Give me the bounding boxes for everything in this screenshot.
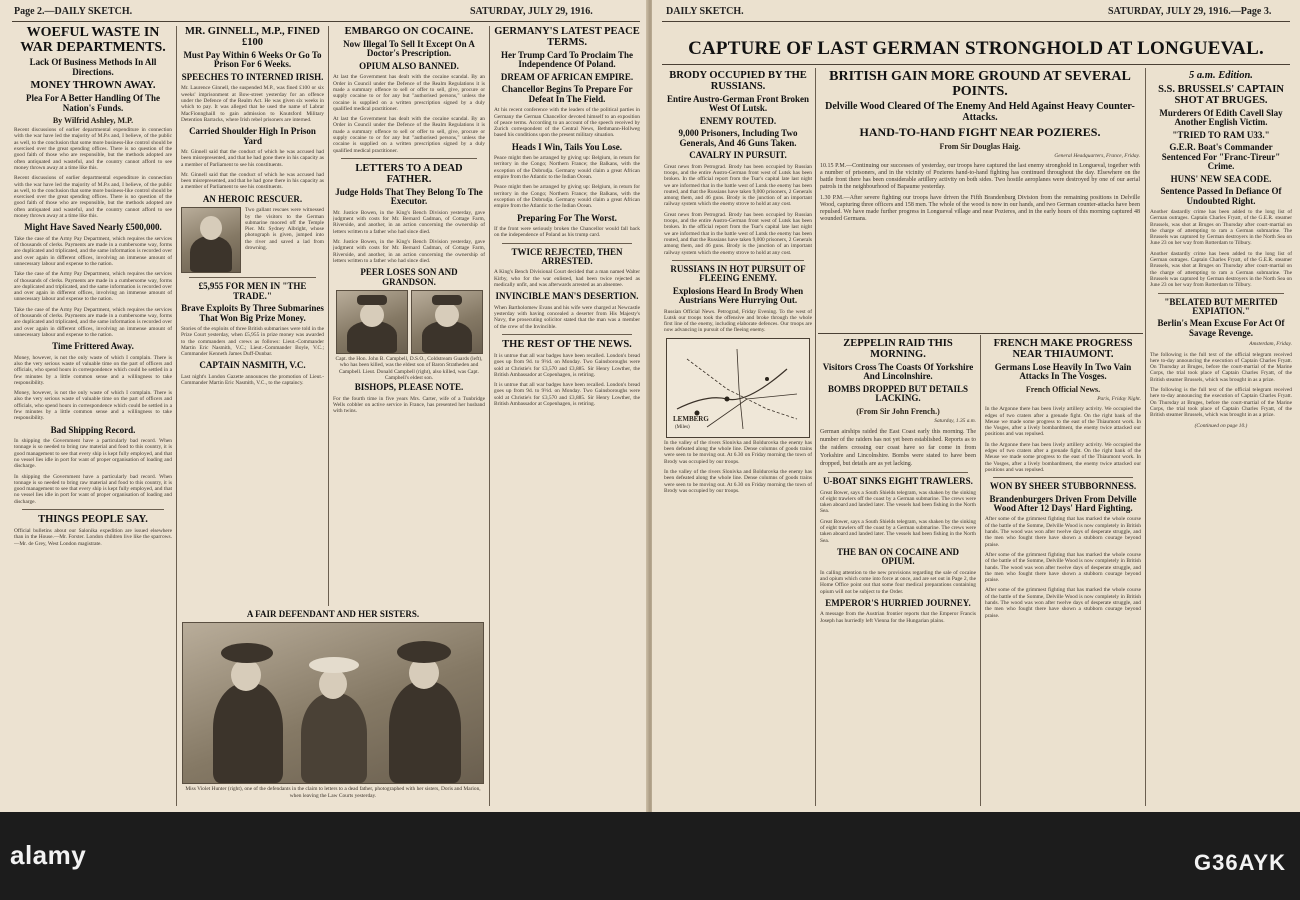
body-text: For the fourth time in five years Mrs. Carter, wife of a Tunbridge Wells cobbler on active service in France, has presented her husband with twins.: [333, 395, 485, 415]
body-text: At last the Government has dealt with the cocaine scandal. By an Order in Council under the Defence of the Realm Regulations it is made a summary offence to sell or offer to sell, give, procure or supply cocaine to or for any but "authorised persons," unless the cocaine is supplied on a written prescription signed by a duly qualified medical practitioner.: [333, 116, 485, 154]
left-top-rule: [12, 21, 640, 22]
article-ginnell: [181, 26, 324, 606]
body-text: In the Argonne there has been lively artillery activity. We occupied the edges of two craters after a grenade fight. On the right bank of the Meuse we made some progress to the east of the Thiaumont work. In the Vosges, after a lively bombardment, the enemy twice attacked our positions and was repulsed.: [985, 406, 1141, 438]
deck: Judge Holds That They Belong To The Executor.: [335, 186, 483, 207]
deck: 9,000 Prisoners, Including Two Generals, And 46 Guns Taken.: [678, 128, 798, 148]
deck: G.E.R. Boat's Commander Sentenced For "Franc-Tireur" Crime.: [1161, 142, 1281, 172]
headline: £5,955 FOR MEN IN "THE TRADE.": [198, 281, 307, 301]
subhead: BISHOPS, PLEASE NOTE.: [354, 382, 464, 393]
body-text: In shipping the Government have a particularly bad record. When tonnage is so needed to bring raw material and food to this country, it is good management to see that every ship is kept fully employed, and that no vessel lies idle in port for want of proper organisation of loading and discharge.: [14, 438, 172, 470]
dateline: Paris, Friday Night.: [1097, 395, 1141, 402]
headline: ZEPPELIN RAID THIS MORNING.: [843, 338, 953, 361]
body-text: Take the case of the Army Pay Department, which requires the services of thousands of clerks. Payments are made in a cumbersome way, forms are duplicated and triplicated, and the same information is recorded over and over again in different offices, involving an immense amount of unnecessary labour and expense to the nation.: [14, 271, 172, 303]
body-text: Money, however, is not the only waste of which I complain. There is also the very serious waste of valuable time on the part of officers and officials, who spend hours in correspondence which could be settled in a few minutes by a little common sense and a willingness to take responsibility.: [14, 390, 172, 422]
body-text: When Bartholomew Evans and his wife were charged at Newcastle yesterday with having concealed a deserter from His Majesty's Navy, the prosecuting solicitor stated that the man was a member of the crew of the Invincible.: [494, 304, 640, 330]
continued-note: (Continued on page 10.): [1194, 422, 1248, 429]
headline: RUSSIANS IN HOT PURSUIT OF FLEEING ENEMY.: [670, 263, 806, 284]
body-text: Great news from Petrograd. Brody has been occupied by Russian troops, and the entire Austro-German front west of Lutsk has been broken. In the official report from the Tsar's capital late last night we are informed that in the battle west of Lutsk the enemy has been routed, and that the Russians have taken 9,000 prisoners, 2 Generals among them, and 46 guns. Brody is the junction of an important railway system which the enemy strove to hold at any cost.: [664, 163, 812, 208]
body-text: Mr. Justice Bowen, in the King's Bench Division yesterday, gave judgment with costs for Mr. Bernard Cadman, of Cottage Farm, Riverside, and another, in an action concerning the ownership of letters written to a father who had since died.: [333, 238, 485, 264]
subhead: AN HEROIC RESCUER.: [202, 193, 303, 204]
section-rule: [818, 333, 1143, 334]
separator: [993, 477, 1133, 478]
byline: From Sir Douglas Haig.: [939, 141, 1021, 151]
deck: Plea For A Better Handling Of The Nation's Funds.: [25, 93, 160, 113]
body-text: In calling attention to the new provisions regarding the sale of cocaine and opium which come into force at once, and are set out in Page 2, the Home Office point out that some four medical preparations containing opium will not be subject to the Order.: [820, 569, 976, 595]
deck: "TRIED TO RAM U33.": [1172, 129, 1270, 140]
deck: Entire Austro-German Front Broken West Of Lutsk.: [666, 94, 810, 114]
headline: BRITISH GAIN MORE GROUND AT SEVERAL POINTS.: [829, 70, 1131, 99]
headline: THE REST OF THE NEWS.: [502, 338, 632, 350]
col-rule: [328, 26, 329, 606]
edition-label: 5 a.m. Edition.: [1189, 70, 1253, 81]
map-label: LEMBERG: [673, 414, 709, 423]
deck: Lack Of Business Methods In All Directions.: [29, 57, 157, 77]
body-text: The following is the full text of the official telegram received here to-day announcing the execution of Captain Charles Fryatt. On Thursday at Bruges, before the court-martial of the Marine Corps, the trial took place of Captain Charles Fryatt, of the British steamer Brussels, which was brought in as a prize.: [1150, 351, 1292, 383]
deck: Sentence Passed In Defiance Of Undoubted Right.: [1160, 186, 1282, 206]
article-brody: [664, 70, 812, 806]
deck: Murderers Of Edith Cavell Slay Another English Victim.: [1159, 108, 1283, 128]
article-zeppelin: [820, 338, 976, 806]
body-text: Official bulletins about our Salonika expedition are issued elsewhere than in the House.—Mr. Forster. London children live like the sparrows.—Mr. de Grey, West London magistrate.: [14, 528, 172, 547]
subhead: CAPTAIN NASMITH, V.C.: [199, 360, 306, 371]
separator: [502, 334, 632, 335]
body-text: Recent discussions of earlier departmental expenditure in connection with the war have led the majority of M.P.s and, I believe, of the public as well, to the conclusion that some more business-like control should be exercised over the great spending offices. There is no question of the good faith of those who are responsible, but the methods adopted are often antiquated and wasteful, and the country cannot afford to see money thrown away at a time like this.: [14, 127, 172, 171]
body-text: 10.15 P.M.—Continuing our successes of yesterday, our troops have captured the last enemy stronghold in Longueval, together with a number of prisoners, and in the vicinity of Pozieres hand-to-hand fighting has continued throughout the day. Elsewhere on the battle front there has been considerable artillery activity on both sides. Two hostile aeroplanes were destroyed by one of our aerial patrols in the neighbourhood of Bapaume yesterday.: [820, 163, 1140, 191]
subhead: TWICE REJECTED, THEN ARRESTED.: [511, 246, 623, 266]
photo-caption: Miss Violet Hunter (right), one of the defendants in the claim to letters to a dead father, photographed with her sisters, Doris and Marion, when leaving the Law Courts yesterday.: [185, 786, 481, 799]
body-text: Last night's London Gazette announces the promotion of Lieut.-Commander Martin Eric Nasmith, V.C., to the captaincy.: [181, 373, 324, 387]
body-text: At his recent conference with the leaders of the political parties in Germany the German Chancellor devoted himself to an exposition of peace terms. According to an account of the speech received by Zurich correspondent of the Central News, Bethmann-Hollweg based his conditions upon the present military situation.: [494, 107, 640, 139]
deck: Berlin's Mean Excuse For Act Of Savage Revenge.: [1157, 318, 1285, 338]
separator: [672, 260, 804, 261]
body-text: After some of the grimmest fighting that has marked the whole course of the battle of the Somme, Delville Wood is now completely in British hands. The wood was won after twelve days of desperate struggle, and the men who fought there have shown a stubborn courage beyond praise.: [985, 551, 1141, 584]
body-text: If the front were seriously broken the Chancellor would fall back on the independence of Poland as his trump card.: [494, 225, 640, 239]
deck: Brave Exploits By Three Submarines That Won Big Prize Money.: [181, 303, 324, 323]
body-text: After some of the grimmest fighting that has marked the whole course of the battle of the Somme, Delville Wood is now completely in British hands. The wood was won after twelve days of desperate struggle, and the men who fought there have shown a stubborn courage beyond praise.: [985, 587, 1141, 619]
portrait-campbell-father: [336, 290, 408, 354]
body-text: It is untrue that all war badges have been recalled. London's bread goes up from 9d. to 9½d. on Monday. Two Gainsboroughs were sold at Christie's for £3,570 and £3,885. Sir Henry Lowther, the British Ambassador at Copenhagen, is retiring.: [494, 352, 640, 378]
headline: MR. GINNELL, M.P., FINED £100: [185, 26, 320, 49]
deck: BOMBS DROPPED BUT DETAILS LACKING.: [828, 383, 968, 404]
subhead: PEER LOSES SON AND GRANDSON.: [360, 267, 458, 287]
article-woeful-waste: [14, 26, 172, 806]
deck: HAND-TO-HAND FIGHT NEAR POZIERES.: [859, 125, 1101, 140]
separator: [22, 509, 164, 510]
headline: WOEFUL WASTE IN WAR DEPARTMENTS.: [20, 26, 166, 55]
subhead: THE BAN ON COCAINE AND OPIUM.: [836, 546, 959, 567]
article-cocaine: [333, 26, 485, 606]
body-text: After some of the grimmest fighting that has marked the whole course of the battle of the Somme, Delville Wood is now completely in British hands. The wood was won after twelve days of desperate struggle, and the men who fought there have shown a stubborn courage beyond praise.: [985, 516, 1141, 548]
headline: S.S. BRUSSELS' CAPTAIN SHOT AT BRUGES.: [1158, 84, 1284, 107]
right-folio: DAILY SKETCH.: [666, 6, 744, 17]
body-text: Mr. Justice Bowen, in the King's Bench Division yesterday, gave judgment with costs for Mr. Bernard Cadman, of Cottage Farm, Riverside, and another, in an action concerning the ownership of letters written to a father who had since died.: [333, 209, 485, 235]
rescuer-portrait: [181, 207, 241, 273]
subhead: Bad Shipping Record.: [50, 424, 136, 435]
deck: ENEMY ROUTED.: [699, 115, 777, 126]
deck: DREAM OF AFRICAN EMPIRE.: [500, 71, 634, 82]
body-text: Money, however, is not the only waste of which I complain. There is also the very serious waste of valuable time on the part of officers and officials, who spend hours in correspondence which could be settled in a few minutes by a little common sense and a willingness to take responsibility.: [14, 354, 172, 386]
body-text: In the Argonne there has been lively artillery activity. We occupied the edges of two craters after a grenade fight. On the right bank of the Meuse we made some progress to the east of the Thiaumont work. In the Vosges, after a lively bombardment, the enemy twice attacked our positions and was repulsed.: [985, 441, 1141, 473]
right-page: [652, 0, 1300, 812]
subhead: EMPEROR'S HURRIED JOURNEY.: [825, 597, 971, 608]
body-text: Peace might then be arranged by giving up: Belgium, in return for territory in the Congo; Northern France; the Balkans, with the exception of the Dobrudja. Germany would claim a great African empire from the Atlantic to the Indian Ocean.: [494, 184, 640, 210]
body-text: Russian Official News. Petrograd, Friday Evening. To the west of Lutsk our troops took the offensive and broke through the whole first line of the enemy, including elaborate defences. Our troops are now advancing in pursuit of the fleeing enemy.: [664, 308, 812, 334]
subhead: Preparing For The Worst.: [517, 212, 617, 223]
subhead: Might Have Saved Nearly £500,000.: [24, 222, 162, 233]
body-text: In the valley of the rivers Slonivka and Boldurovka the enemy has been defeated along the whole line. Dense columns of goods trains were seen to be moving out. At 6.30 on Friday morning the town of Brody was occupied by our troops.: [664, 439, 812, 465]
col-rule: [980, 335, 981, 806]
body-text: Take the case of the Army Pay Department, which requires the services of thousands of clerks. Payments are made in a cumbersome way, forms are duplicated and triplicated, and the same information is recorded over and over again in different offices, involving an immense amount of unnecessary labour and expense to the nation.: [14, 306, 172, 338]
subhead: Heads I Win, Tails You Lose.: [511, 141, 623, 152]
deck: Delville Wood Cleared Of The Enemy And Held Against Heavy Counter-Attacks.: [825, 101, 1135, 123]
deck: Brandenburgers Driven From Delville Wood After 12 Days' Hard Fighting.: [989, 493, 1137, 514]
headline: GERMANY'S LATEST PEACE TERMS.: [494, 26, 640, 49]
article-brussels-captain: [1150, 70, 1292, 806]
body-text: At last the Government has dealt with the cocaine scandal. By an Order in Council under the Defence of the Realm Regulations it is made a summary offence to sell or offer to sell, give, procure or supply cocaine to or for any but "authorised persons," unless the cocaine is supplied on a written prescription signed by a duly qualified medical practitioner.: [333, 74, 485, 112]
separator: [1158, 293, 1284, 294]
byline: By Wilfrid Ashley, M.P.: [52, 116, 134, 126]
headline: LETTERS TO A DEAD FATHER.: [355, 162, 463, 185]
body-text: A King's Bench Divisional Court decided that a man named Walter Kirby, who for the war enlisted, had been twice rejected as medically unfit, and was afterwards arrested as an absentee.: [494, 269, 640, 289]
separator: [502, 243, 632, 244]
right-top-rule: [662, 21, 1290, 22]
body-text: The following is the full text of the official telegram received here to-day announcing the execution of Captain Charles Fryatt. On Thursday at Bruges, before the court-martial of the Marine Corps, the trial took place of Captain Charles Fryatt, of the British steamer Brussels, which was brought in as a prize.: [1150, 387, 1292, 419]
body-text: A message from the Austrian frontier reports that the Emperor Francis Joseph has hurriedly left Vienna for the Hungarian plains.: [820, 611, 976, 624]
headline: FRENCH MAKE PROGRESS NEAR THIAUMONT.: [993, 338, 1133, 361]
headline: THINGS PEOPLE SAY.: [38, 514, 148, 525]
deck: Visitors Cross The Coasts Of Yorkshire And Lincolnshire.: [822, 362, 974, 382]
dateline: General Headquarters, France, Friday.: [1054, 152, 1140, 159]
body-text: Great Bower, says a South Shields telegram, was shaken by the sinking of eight trawlers off the coast by a German submarine. The crews were taken aboard and landed later. The vessels had been fishing in the North Sea.: [820, 518, 976, 544]
subhead: Time Frittered Away.: [52, 341, 134, 352]
col-rule: [176, 26, 177, 806]
left-folio: Page 2.—DAILY SKETCH.: [14, 6, 133, 17]
portrait-campbell-son: [411, 290, 483, 354]
headline: "BELATED BUT MERITED EXPIATION.": [1164, 296, 1278, 316]
body-text: 1.30 P.M.—After severe fighting our troops have driven the Fifth Brandenburg Division from the remaining positions in Delville Wood, capturing three officers and 158 men. The whole of the wood is now in our hands, and two German counter-attacks have been repulsed. We have made further progress in Longueval village and near Pozieres, and in the early hours of this morning captured 48 wounded Germans.: [820, 195, 1140, 223]
deck: Chancellor Begins To Prepare For Defeat In The Field.: [501, 84, 633, 104]
separator: [341, 158, 477, 159]
headline: EMBARGO ON COCAINE.: [344, 26, 474, 37]
deck: Must Pay Within 6 Weeks Or Go To Prison For 6 Weeks.: [183, 50, 322, 70]
sisters-photo: [182, 622, 484, 784]
col-rule: [1145, 68, 1146, 806]
dateline: Amsterdam, Friday.: [1249, 341, 1292, 348]
headline: BRODY OCCUPIED BY THE RUSSIANS.: [669, 70, 807, 93]
brody-map: [666, 338, 810, 438]
body-text: Great Bower, says a South Shields telegram, was shaken by the sinking of eight trawlers off the coast by a German submarine. The crews were taken aboard and landed later. The vessels had been fishing in the North Sea.: [820, 489, 976, 515]
body-text: Mr. Ginnell said that the conduct of which he was accused had been misrepresented, and that he had gone there in his capacity as a member of Parliament to see his constituents.: [181, 171, 324, 191]
body-text: Two gallant rescues were witnessed by the visitors to the German submarine moored off the Temple Pier. Mr. Sydney Albright, whose photograph is given, jumped into the river and saved a lad from drowning.: [245, 207, 324, 251]
body-text: Recent discussions of earlier departmental expenditure in connection with the war have led the majority of M.P.s and, I believe, of the public as well, to the conclusion that some more business-like control should be exercised over the great spending offices. There is no question of the good faith of those who are responsible, but the methods adopted are often antiquated and wasteful, and the country cannot afford to see money thrown away at a time like this.: [14, 175, 172, 219]
body-text: Another dastardly crime has been added to the long list of German outrages. Captain Charles Fryatt, of the G.E.R. steamer Brussels, was shot at Bruges on Thursday after court-martial on the charge of attempting to ram a German submarine. The Brussels was captured by German destroyers in the North Sea on June 23 on her way from Rotterdam to Tilbury.: [1150, 208, 1292, 247]
body-text: In shipping the Government have a particularly bad record. When tonnage is so needed to bring raw material and food to this country, it is good management to see that every ship is kept fully employed, and that no vessel lies idle in port for want of proper organisation of loading and discharge.: [14, 473, 172, 505]
byline: French Official News.: [1025, 384, 1101, 394]
body-text: Mr. Laurence Ginnell, the suspended M.P., was fined £100 or six weeks' imprisonment at Bow-street yesterday for an offence under the Defence of the Realm Act. He was given six weeks in which to pay. It was alleged that he used the name of Labrar MacFionnghaill to gain admission to Knutsford Military Detention Barracks, where Irish rebel prisoners are interned.: [181, 85, 324, 123]
map-scale: (Miles): [675, 424, 690, 430]
banner-rule: [662, 64, 1290, 65]
subhead: Carried Shoulder High In Prison Yard: [189, 126, 316, 146]
body-text: Great news from Petrograd. Brody has been occupied by Russian troops, and the entire Austro-German front west of Lutsk has been broken. In the official report from the Tsar's capital late last night we are informed that in the battle west of Lutsk the enemy has been routed, and that the Russians have taken 9,000 prisoners, 2 Generals among them, and 46 guns. Brody is the junction of an important railway system which the enemy strove to hold at any cost.: [664, 211, 812, 256]
photo-caption: Capt. the Hon. John B. Campbell, D.S.O., Coldstream Guards (left), who has been killed, was the eldest son of Baron Stratheden and Campbell. Lieut. Donald Campbell (right), also killed, was Capt. Campbell's eldest son.: [335, 356, 483, 381]
body-text: Take the case of the Army Pay Department, which requires the services of thousands of clerks. Payments are made in a cumbersome way, forms are duplicated and triplicated, and the same information is recorded over and over again in different offices, involving an immense amount of unnecessary labour and expense to the nation.: [14, 235, 172, 267]
deck: Her Trump Card To Proclaim The Independence Of Poland.: [501, 50, 633, 70]
left-page: [0, 0, 648, 812]
deck: Now Illegal To Sell It Except On A Doctor's Prescription.: [343, 39, 475, 59]
separator: [189, 277, 316, 278]
byline: (From Sir John French.): [856, 406, 940, 416]
body-text: Peace might then be arranged by giving up: Belgium, in return for territory in the Congo; Northern France; the Balkans, with the exception of the Dobrudja. Germany would claim a great African empire from the Atlantic to the Indian Ocean.: [494, 155, 640, 181]
deck: CAVALRY IN PURSUIT.: [689, 150, 787, 161]
subhead: WON BY SHEER STUBBORNNESS.: [989, 481, 1137, 492]
body-text: German airships raided the East Coast early this morning. The number of the raiders has not yet been established. Reports as to the raiders crossing our coast have so far come in from Yorkshire and Lincolnshire. Bombs were stated to have been dropped, but details are as yet lacking.: [820, 429, 976, 468]
body-text: Stories of the exploits of three British submarines were told in the Prize Court yesterday, when £5,955 in prize money was awarded to the commanders and crews as follows: Lieut.-Commander Martin Eric Nasmith, V.C.; Lieut.-Commander Boyle, V.C.; Commander Kenneth James Duff-Dunbar.: [181, 325, 324, 358]
stock-photo-strip: [0, 812, 1300, 900]
col-rule: [489, 26, 490, 806]
body-text: Mr. Ginnell said that the conduct of which he was accused had been misrepresented, and that he had gone there in his capacity as a member of Parliament to see his constituents.: [181, 149, 324, 168]
article-peace-terms: [494, 26, 640, 806]
fair-defendant-photo-block: [181, 610, 485, 806]
body-text: It is untrue that all war badges have been recalled. London's bread goes up from 9d. to 9½d. on Monday. Two Gainsboroughs were sold at Christie's for £3,570 and £3,885. Sir Henry Lowther, the British Ambassador at Copenhagen, is retiring.: [494, 382, 640, 408]
deck: MONEY THROWN AWAY.: [30, 80, 156, 92]
deck: Explosions Heard In Brody When Austrians Were Hurrying Out.: [672, 285, 804, 306]
article-british-gain: [820, 70, 1140, 332]
main-banner-headline: CAPTURE OF LAST GERMAN STRONGHOLD AT LONGUEVAL.: [688, 38, 1264, 59]
photo-title: A FAIR DEFENDANT AND HER SISTERS.: [246, 610, 420, 619]
deck: OPIUM ALSO BANNED.: [359, 60, 459, 71]
deck: HUNS' NEW SEA CODE.: [1170, 173, 1272, 184]
separator: [828, 472, 968, 473]
deck: SPEECHES TO INTERNED IRISH.: [181, 71, 324, 82]
left-date: SATURDAY, JULY 29, 1916.: [470, 6, 593, 17]
right-date: SATURDAY, JULY 29, 1916.—Page 3.: [1108, 6, 1272, 17]
body-text: In the valley of the rivers Slonivka and Boldurovka the enemy has been defeated along the whole line. Dense columns of goods trains were seen to be moving out. At 6.30 on Friday morning the town of Brody was occupied by our troops.: [664, 468, 812, 494]
col-rule: [815, 68, 816, 806]
dateline: Saturday, 1.35 a.m.: [934, 417, 976, 424]
stock-logo: alamy: [10, 840, 87, 870]
stock-image-id: G36AYK: [1193, 850, 1286, 875]
deck: Germans Lose Heavily In Two Vain Attacks In The Vosges.: [994, 362, 1132, 382]
article-french-progress: [985, 338, 1141, 806]
subhead: INVINCIBLE MAN'S DESERTION.: [495, 291, 639, 302]
body-text: Another dastardly crime has been added to the long list of German outrages. Captain Charles Fryatt, of the G.E.R. steamer Brussels, was shot at Bruges on Thursday after court-martial on the charge of attempting to ram a German submarine. The Brussels was captured by German destroyers in the North Sea on June 23 on her way from Rotterdam to Tilbury.: [1150, 250, 1292, 289]
subhead: U-BOAT SINKS EIGHT TRAWLERS.: [823, 476, 973, 487]
